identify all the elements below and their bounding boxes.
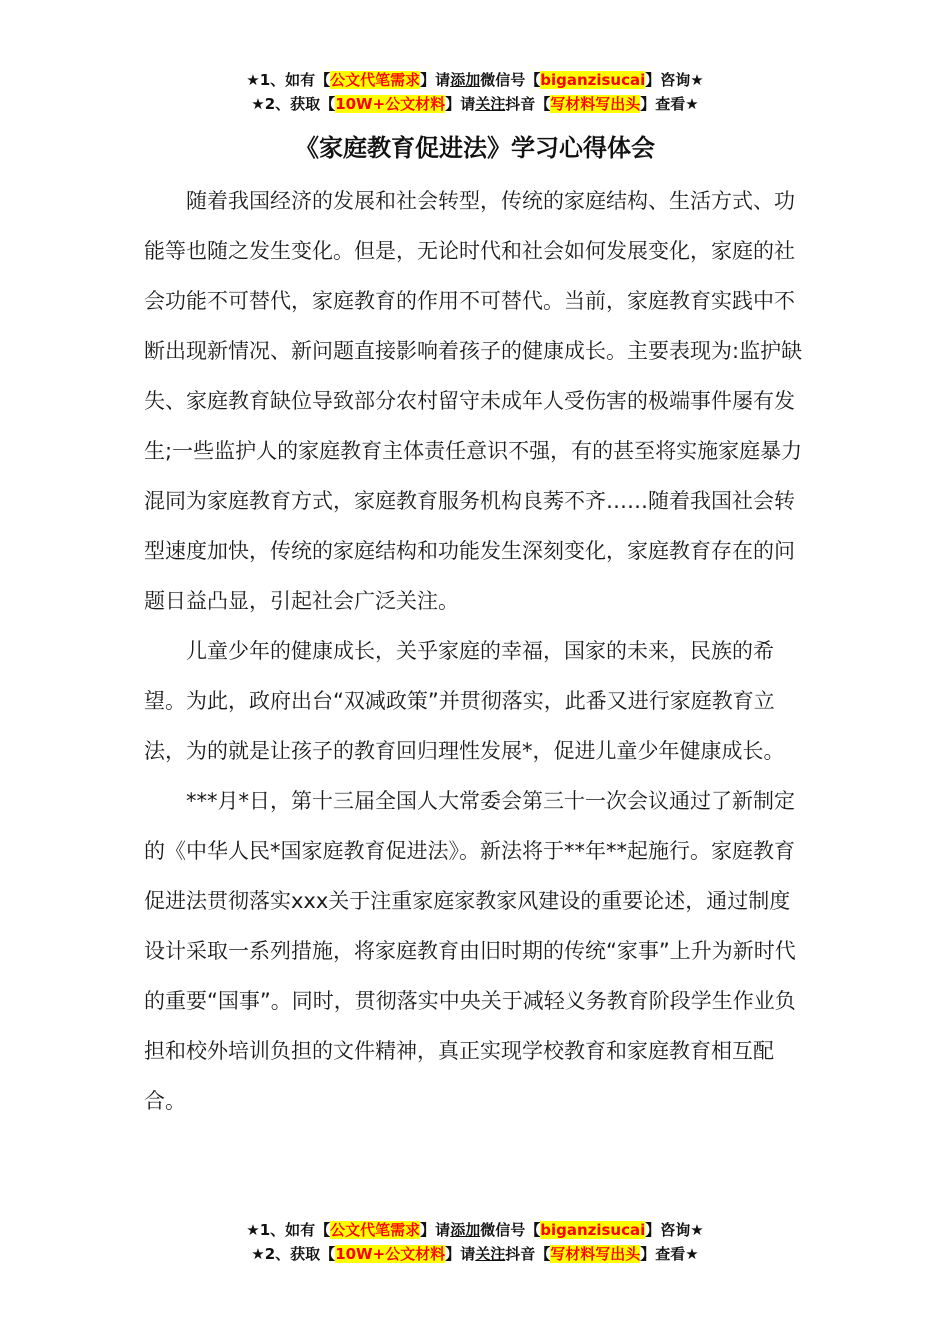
banner-text: 】请: [445, 95, 476, 113]
banner-text: ★2、获取【: [251, 95, 336, 113]
footer-banner: [0, 1218, 950, 1266]
body-paragraph-3: ***月*日，第十三届全国人大常委会第三十一次会议通过了新制定的《中华人民*国家庭教育促进法》。新法将于**年**起施行。家庭教育促进法贯彻落实xxx关于注重家庭家教家风建设的重要论述，通过制度设计采取一系列措施，将家庭教育由旧时期的传统“家事”上升为新时代的重要“国事”。同时，贯彻落实中央关于减轻义务教育阶段学生作业负担和校外培训负担的文件精神，真正实现学校教育和家庭教育相互配合。: [144, 789, 796, 1113]
banner-text: ★1、如有【: [246, 71, 331, 89]
banner-highlight: 公文代笔需求: [330, 71, 421, 89]
banner-text: 】咨询★: [645, 71, 704, 89]
banner-highlight: 写材料写出头: [550, 1245, 641, 1263]
banner-text: 抖音【: [505, 95, 551, 113]
banner-text: 】查看★: [640, 95, 699, 113]
banner-highlight: biganzisucai: [540, 1221, 646, 1239]
banner-line-1: [0, 1218, 950, 1242]
banner-text: 】请: [420, 71, 451, 89]
banner-text: 微信号【: [480, 71, 541, 89]
banner-text: 抖音【: [505, 1245, 551, 1263]
banner-line-2: [0, 92, 950, 116]
banner-emphasis: 添加: [450, 1221, 481, 1239]
banner-text: ★1、如有【: [246, 1221, 331, 1239]
banner-text: 】请: [420, 1221, 451, 1239]
banner-highlight: 10W+公文材料: [335, 95, 446, 113]
body-paragraph-2: 儿童少年的健康成长，关乎家庭的幸福，国家的未来，民族的希望。为此，政府出台“双减政策”并贯彻落实，此番又进行家庭教育立法，为的就是让孩子的教育回归理性发展*，促进儿童少年健康成长。: [144, 639, 785, 763]
banner-line-1: [0, 68, 950, 92]
banner-text: ★2、获取【: [251, 1245, 336, 1263]
header-banner: [0, 68, 950, 116]
banner-highlight: 10W+公文材料: [335, 1245, 446, 1263]
banner-text: 微信号【: [480, 1221, 541, 1239]
document-title: 《家庭教育促进法》学习心得体会: [295, 134, 655, 162]
banner-text: 】请: [445, 1245, 476, 1263]
banner-emphasis: 关注: [475, 95, 506, 113]
banner-text: 】咨询★: [645, 1221, 704, 1239]
banner-highlight: 写材料写出头: [550, 95, 641, 113]
banner-highlight: 公文代笔需求: [330, 1221, 421, 1239]
document-body: [144, 176, 806, 1126]
banner-text: 】查看★: [640, 1245, 699, 1263]
banner-emphasis: 添加: [450, 71, 481, 89]
banner-highlight: biganzisucai: [540, 71, 646, 89]
body-paragraph-1: 随着我国经济的发展和社会转型，传统的家庭结构、生活方式、功能等也随之发生变化。但是，无论时代和社会如何发展变化，家庭的社会功能不可替代，家庭教育的作用不可替代。当前，家庭教育实践中不断出现新情况、新问题直接影响着孩子的健康成长。主要表现为:监护缺失、家庭教育缺位导致部分农村留守未成年人受伤害的极端事件屡有发生;一些监护人的家庭教育主体责任意识不强，有的甚至将实施家庭暴力混同为家庭教育方式，家庭教育服务机构良莠不齐……随着我国社会转型速度加快，传统的家庭结构和功能发生深刻变化，家庭教育存在的问题日益凸显，引起社会广泛关注。: [144, 189, 803, 613]
banner-emphasis: 关注: [475, 1245, 506, 1263]
banner-line-2: [0, 1242, 950, 1266]
